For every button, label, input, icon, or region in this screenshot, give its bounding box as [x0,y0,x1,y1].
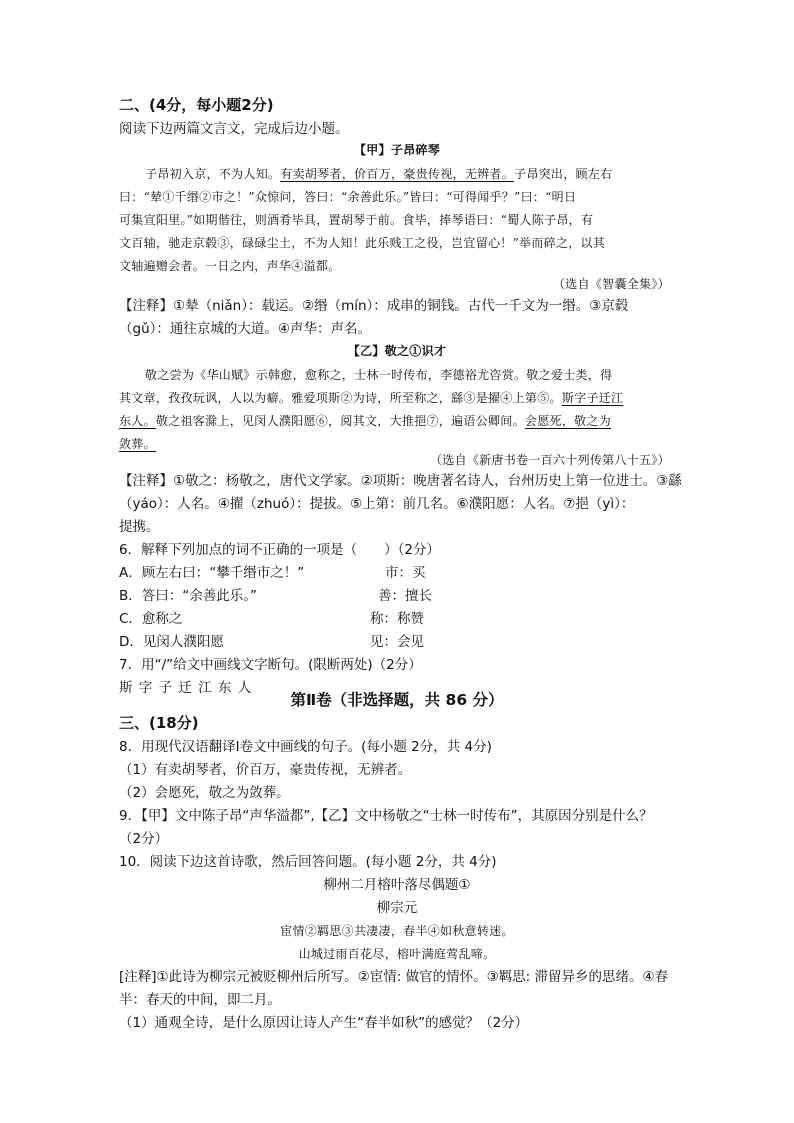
passage-a-line4: 文百轴，驰走京毂③，碌碌尘土，不为人知！此乐贱工之役，岂宜留心！”举而碎之，以其 [119,236,606,250]
q6-option-c: C．愈称之 [119,611,183,627]
section2-instruction: 阅读下边两篇文言文，完成后边小题。 [119,121,349,137]
q6-option-a: A．顾左右曰：“攀千缗市之！” [119,565,305,581]
q6-option-b: B．答曰：“余善此乐。” [119,588,257,604]
section2-heading: 二、(4分，每小题2分) [119,96,274,114]
notes-b-line1: 【注释】①敬之：杨敬之，唐代文学家。②项斯：晚唐著名诗人，台州历史上第一位进士。③繇 [119,473,682,489]
passage-a-line1: 子昂初入京，不为人知。有卖胡琴者，价百万，豪贵传视，无辨者。子昂突出，顾左右 [145,167,613,181]
q6-stem: 6．解释下列加点的词不正确的一项是（ ）（2分） [119,542,440,558]
passage-b-line4: 敛葬。 [119,437,156,451]
q8-stem: 8．用现代汉语翻译Ⅰ卷文中画线的句子。(每小题 2分，共 4分) [119,739,492,755]
poem-verse1: 宦情②羁思③共凄凄，春半④如秋意转迷。 [280,924,514,938]
poem-author: 柳宗元 [376,900,418,916]
part2-title: 第Ⅱ卷（非选择题，共 86 分） [290,691,504,709]
passage-a-underlined-sentence: 有卖胡琴者，价百万，豪贵传视，无辨者。 [280,167,515,181]
q7-stem: 7．用“/”给文中画线文字断句。(限断两处)（2分） [119,657,422,673]
passage-a-title: 【甲】子昂碎琴 [353,143,441,157]
q6-option-b-meaning: 善：擅长 [378,588,432,604]
passage-b-underlined-phrase: 斯字子迁江 [561,391,624,405]
passage-b-underlined-sentence: 会愿死，敬之为 [524,414,612,428]
passage-b-title: 【乙】敬之①识才 [347,344,447,358]
q10-note-line1: [注释]①此诗为柳宗元被贬柳州后所写。②宦情: 做官的情怀。③羁思: 滞留异乡的思绪。④春 [119,969,669,985]
notes-a-line2: （gǔ）：通往京城的大道。④声华：声名。 [119,321,371,337]
q10-stem: 10．阅读下边这首诗歌，然后回答问题。(每小题 2分，共 4分) [119,854,497,870]
passage-a-line5: 文轴遍赠会者。一日之内，声华④溢都。 [119,259,341,273]
passage-b-line2: 其文章，孜孜玩讽，人以为癖。雅爱项斯②为诗，所至称之，繇③是擢④上第⑤。斯字子迁江 [119,391,624,405]
q9-line2: （2分） [119,831,169,847]
q7-sentence: 斯 字 子 迁 江 东 人 [119,680,253,696]
passage-a-line2: 曰：“辇①千缗②市之！”众惊问，答曰：“余善此乐。”皆曰：“可得闻乎？”曰：“明日 [119,190,577,204]
notes-a-line1: 【注释】①辇（niǎn）：载运。②缗（mín）：成串的铜钱。古代一千文为一缗。③京毂 [119,298,629,314]
section3-heading: 三、(18分) [119,714,199,732]
q6-option-d-meaning: 见：会见 [370,634,424,650]
q10-note-line2: 半：春天的中间，即二月。 [119,992,281,1008]
notes-b-line3: 提携。 [119,519,160,535]
passage-a-source: （选自《智囊全集》） [552,277,670,291]
poem-verse2: 山城过雨百花尽，榕叶满庭莺乱啼。 [298,947,496,961]
poem-title: 柳州二月榕叶落尽偶题① [323,877,471,893]
passage-b-line3: 东人。敬之祖客滁上，见闵人濮阳愿⑥，阅其文，大推挹⑦，遍语公卿间。会愿死，敬之为 [119,414,612,428]
q10-subquestion1: （1）通观全诗，是什么原因让诗人产生“春半如秋”的感觉？（2分） [119,1015,529,1031]
q6-option-a-meaning: 市：买 [385,565,426,581]
notes-b-line2: （yáo）：人名。④擢（zhuó）：提拔。⑤上第：前几名。⑥濮阳愿：人名。⑦挹（yì）： [119,496,635,512]
q8-sentence2: （2）会愿死，敬之为敛葬。 [119,785,290,801]
q9-line1: 9．【甲】文中陈子昂“声华溢都”,【乙】文中杨敬之“士林一时传布”，其原因分别是什么？ [119,808,653,824]
passage-b-line1: 敬之尝为《华山赋》示韩愈，愈称之，士林一时传布，李德裕尤咨赏。敬之爱士类，得 [145,368,613,382]
q6-option-c-meaning: 称：称赞 [370,611,424,627]
passage-b-source: （选自《新唐书卷一百六十列传第八十五》） [429,453,670,467]
passage-a-line3: 可集宣阳里。”如期偕往，则酒肴毕具，置胡琴于前。食毕，捧琴语曰：“蜀人陈子昂，有 [119,213,594,227]
q8-sentence1: （1）有卖胡琴者，价百万，豪贵传视，无辨者。 [119,762,412,778]
q6-option-d: D．见闵人濮阳愿 [119,634,224,650]
